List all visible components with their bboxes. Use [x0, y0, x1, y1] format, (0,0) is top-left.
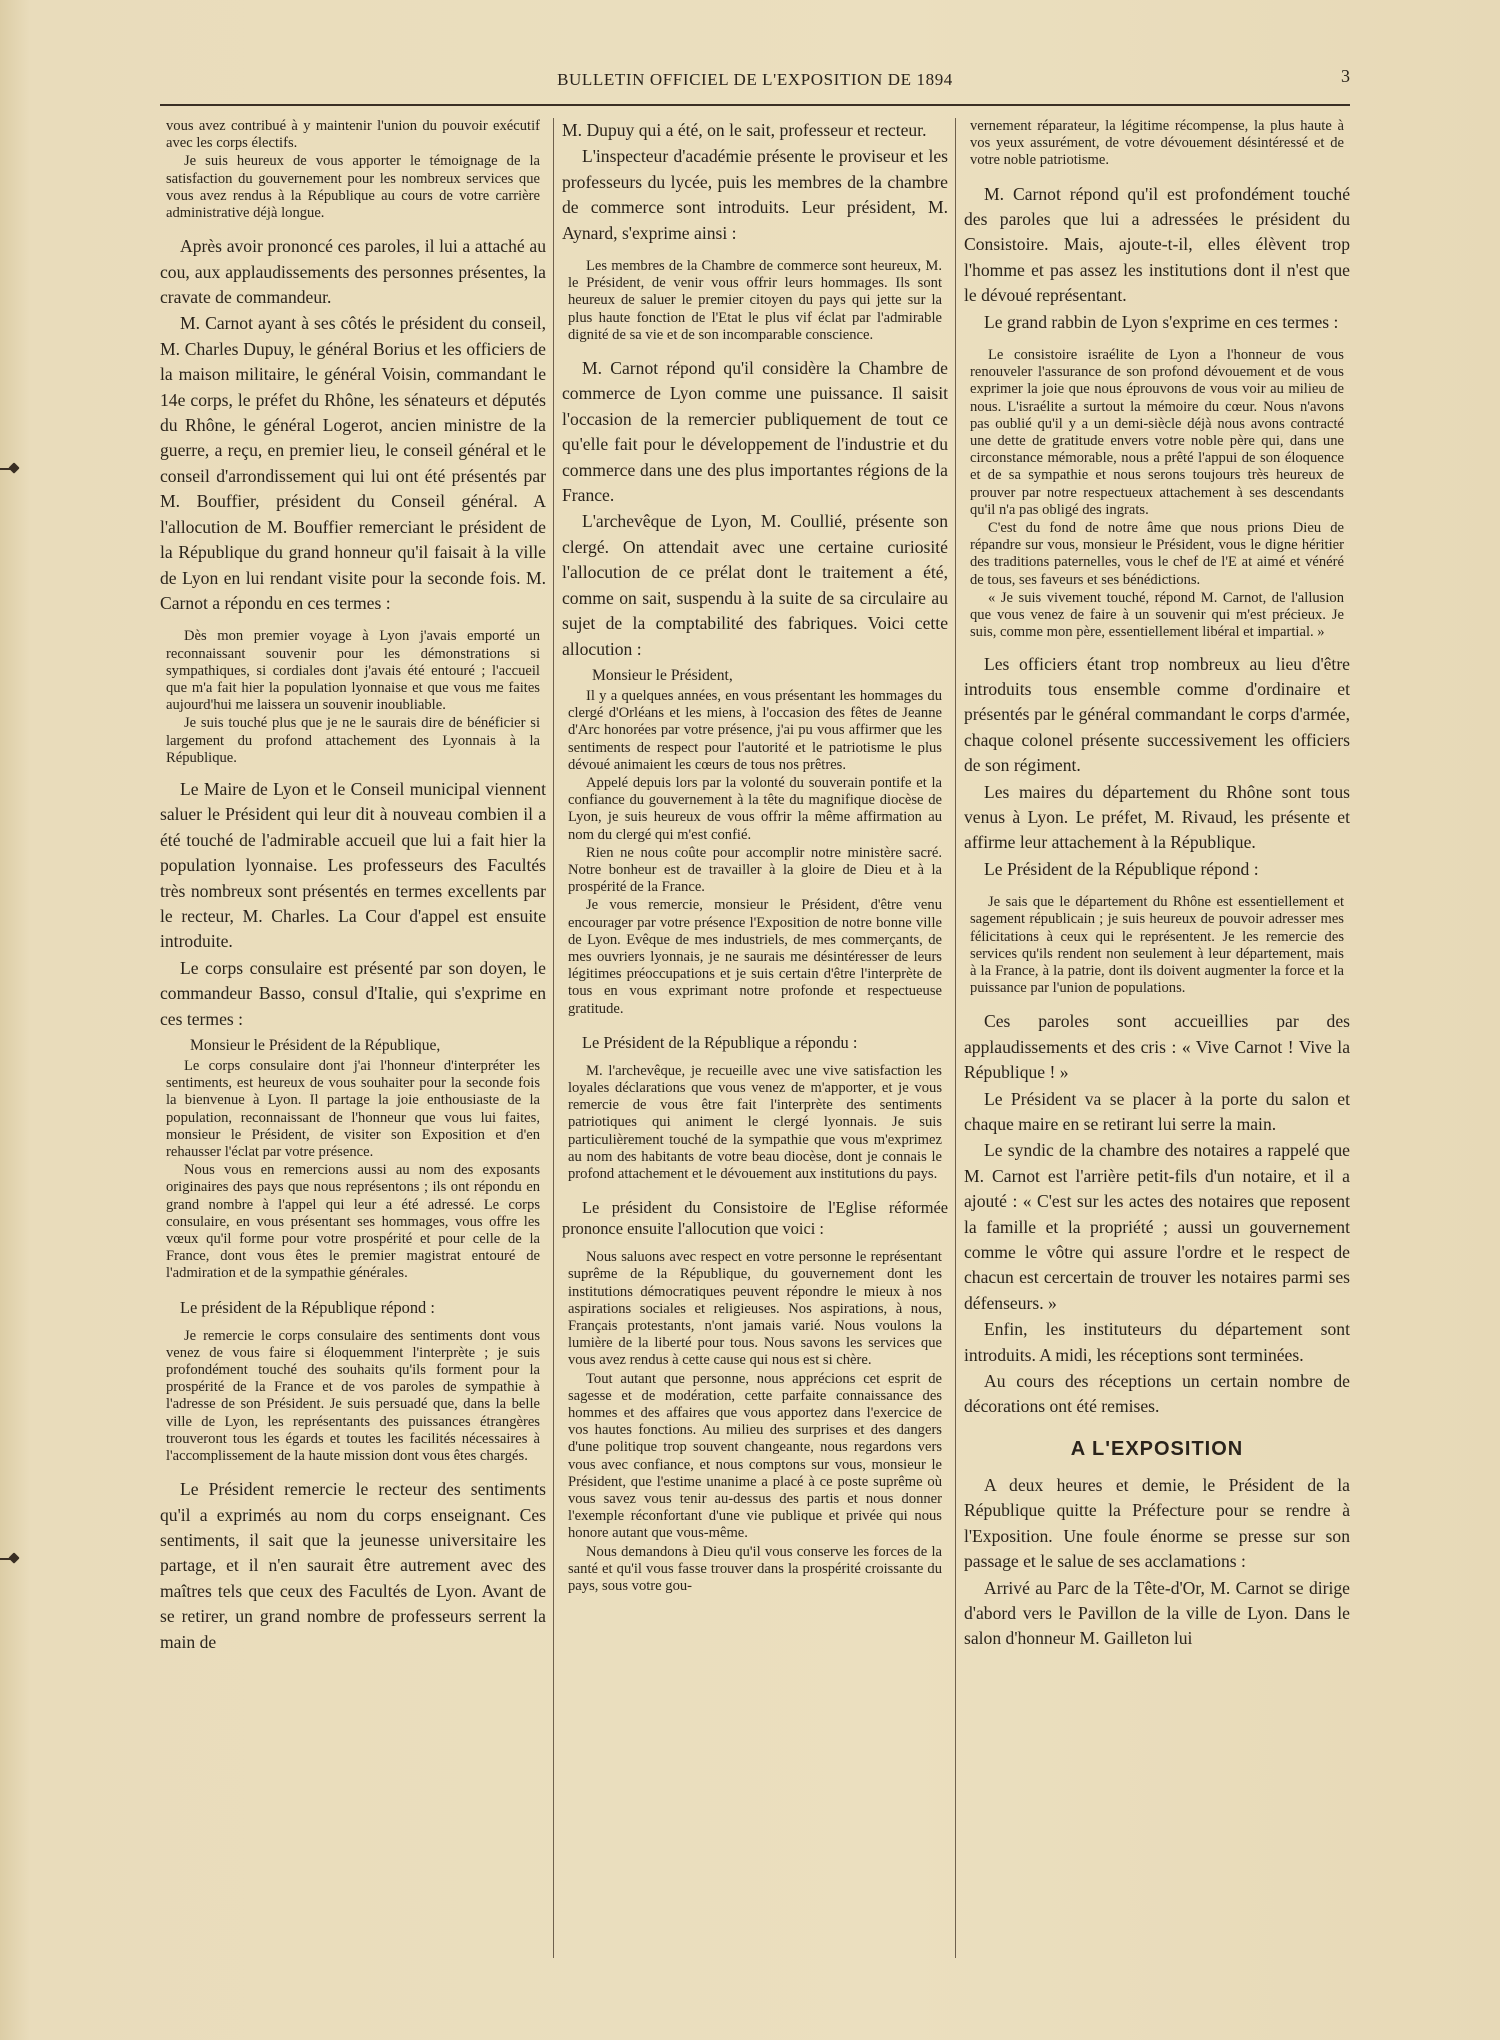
paragraph: L'inspecteur d'académie présente le proviseur et les professeurs du lycée, puis les membres de la chambre de commerce sont introduits. Leur président, M. Aynard, s'exprime ainsi : [562, 146, 948, 243]
paragraph: Le Président remercie le recteur des sentiments qu'il a exprimés au nom du corps enseignant. Ces sentiments, il sait que la jeunesse universitaire les partage, et il n'en saurait être autrement avec des maîtres tels que ceux des Facultés de Lyon. Avant de se retirer, un grand nombre de professeurs serrent la main de [160, 1479, 546, 1652]
paragraph: Le Président va se placer à la porte du salon et chaque maire en se retirant lui serre la main. [964, 1088, 1350, 1134]
paragraph: Arrivé au Parc de la Tête-d'Or, M. Carnot se dirige d'abord vers le Pavillon de la ville de Lyon. Dans le salon d'honneur M. Gailleton lui [964, 1577, 1350, 1649]
paragraph: Nous demandons à Dieu qu'il vous conserve les forces de la santé et qu'il vous fasse trouver dans la prospérité croissante du pays, sous votre gou- [568, 1543, 942, 1595]
margin-dot [8, 462, 19, 473]
paragraph: Les maires du département du Rhône sont tous venus à Lyon. Le préfet, M. Rivaud, les présente et affirme leur attachement à la République. [964, 781, 1350, 853]
paragraph: Le consistoire israélite de Lyon a l'honneur de vous renouveler l'assurance de son profond dévouement et de vous exprimer la joie que nous éprouvons de vous voir au milieu de nous. L'israélite a surtout la mémoire du cœur. Nous n'avons pas oublié qu'il y a un demi-siècle déjà nous avons contracté une dette de gratitude envers votre noble père qui, dans une circonstance mémorable, nous a prêté l'appui de son éloquence et de sa sympathie et nous serons toujours très heureux de prouver par notre respectueux attachement à ses descendants qu'il n'a pas obligé des ingrats. [970, 347, 1344, 518]
paragraph: Je suis touché plus que je ne le saurais dire de bénéficier si largement du profond attachement des Lyonnais à la République. [166, 715, 540, 766]
paragraph: Dès mon premier voyage à Lyon j'avais emporté un reconnaissant souvenir pour les démonstrations si sympathiques, si cordiales dont j'avais été entouré ; l'accueil que m'a fait hier la population lyonnaise et que vous me faites aujourd'hui me laissera un souvenir inoubliable. [166, 628, 540, 714]
paragraph: Le corps consulaire dont j'ai l'honneur d'interpréter les sentiments, est heureux de vous souhaiter pour la seconde fois la bienvenue à Lyon. Il partage la joie enthousiaste de la population, reconnaissant de l'honneur que vous lui faites, monsieur le Président, de visiter son Exposition et d'en rehausser l'éclat par votre présence. [166, 1058, 540, 1161]
margin-dot [8, 1552, 19, 1563]
paragraph: Enfin, les instituteurs du département sont introduits. A midi, les réceptions sont terminées. [964, 1319, 1350, 1365]
running-title: BULLETIN OFFICIEL DE L'EXPOSITION DE 1894 [557, 70, 953, 89]
paragraph: Je remercie le corps consulaire des sentiments dont vous venez de vous faire si éloquemment l'interprète ; je suis profondément touché des souhaits qu'ils forment pour la prospérité de la France et de vos paroles de sympathie à l'adresse de son Président. Je suis persuadé que, dans la belle ville de Lyon, les représentants des puissances étrangères trouveront tous les égards et toutes les facilités nécessaires à l'accomplissement de la haute mission dont vous êtes chargés. [166, 1327, 540, 1465]
paragraph: Appelé depuis lors par la volonté du souverain pontife et la confiance du gouvernement à la tête du magnifique diocèse de Lyon, je suis heureux de vous offrir la même affirmation au nom du clergé qui m'est confié. [568, 774, 942, 843]
paragraph: Le corps consulaire est présenté par son doyen, le commandeur Basso, consul d'Italie, qui s'exprime en ces termes : [160, 957, 546, 1029]
paragraph: vernement réparateur, la légitime récompense, la plus haute à vos yeux assurément, de votre dévouement désintéressé et de votre noble patriotisme. [970, 118, 1344, 169]
paragraph: Ces paroles sont accueillies par des applaudissements et des cris : « Vive Carnot ! Vive la République ! » [964, 1011, 1350, 1083]
paragraph: Le Président de la République a répondu : [582, 1032, 858, 1052]
paragraph: C'est du fond de notre âme que nous prions Dieu de répandre sur vous, monsieur le Président, vous le digne héritier des traditions paternelles, vous le chef de l'E at aimé et vénéré de tous, ses faveurs et ses bénédictions. [970, 520, 1344, 588]
paragraph: M. Carnot répond qu'il considère la Chambre de commerce de Lyon comme une puissance. Il saisit l'occasion de la remercier publiquement de tout ce qu'elle fait pour le développement de l'industrie et du commerce dans une des plus importantes régions de la France. [562, 358, 948, 506]
section-heading: A L'EXPOSITION [1070, 1437, 1244, 1460]
paragraph: Je vous remercie, monsieur le Président, d'être venu encourager par votre présence l'Exposition de notre bonne ville de Lyon. Evêque de mes industriels, de mes commerçants, de mes ouvriers lyonnais, je ne saurais me désintéresser de leurs légitimes préoccupations et je suis certain d'être l'interprète de tous en vous exprimant notre profonde et respectueuse gratitude. [568, 897, 942, 1017]
paragraph: Le Président de la République répond : [984, 858, 1259, 879]
column-separator [553, 118, 554, 1958]
paragraph: Le grand rabbin de Lyon s'exprime en ces termes : [984, 311, 1339, 332]
paragraph: Nous saluons avec respect en votre personne le représentant suprême de la République, du gouvernement dont les institutions démocratiques peuvent répondre le mieux à nos aspirations sociales et religieuses. Nos aspirations, à nous, Français protestants, n'ont jamais varié. Nous voulons la lumière de la liberté pour tous. Nous savons les services que vous avez rendus à cette cause qui nous est si chère. [568, 1249, 942, 1369]
paragraph: Je sais que le département du Rhône est essentiellement et sagement républicain ; je suis heureux de pouvoir adresser mes félicitations à ceux qui le représentent. Je les remercie des services qu'ils rendent non seulement à leur département, mais à la France, à la patrie, dont ils doivent augmenter la force et la puissance par l'union de populations. [970, 894, 1344, 997]
paragraph: Les membres de la Chambre de commerce sont heureux, M. le Président, de venir vous offrir leurs hommages. Ils sont heureux de saluer le premier citoyen du pays qui jette sur la plus haute fonction de l'Etat le plus vif éclat par l'admirable dignité de sa vie et de son incomparable conscience. [568, 258, 942, 343]
column-middle [562, 118, 948, 2018]
paragraph: Le Maire de Lyon et le Conseil municipal viennent saluer le Président qui leur dit à nouveau combien il a été touché de l'admirable accueil que lui a fait hier la population lyonnaise. Les professeurs des Facultés très nombreux sont présentés en termes excellents par le recteur, M. Charles. La Cour d'appel est ensuite introduite. [160, 778, 546, 952]
column-separator [955, 118, 956, 1958]
paragraph: M. Carnot répond qu'il est profondément touché des paroles que lui a adressées le président du Consistoire. Mais, ajoute-t-il, elles élèvent trop l'homme et pas assez les institutions dont il n'est que le dévoué représentant. [964, 183, 1350, 306]
column-left [160, 118, 546, 2018]
paragraph: L'archevêque de Lyon, M. Coullié, présente son clergé. On attendait avec une certaine curiosité l'allocution de ce prélat dont le traitement a été, comme on sait, suspendu à la suite de sa circulaire au sujet de la comptabilité des fabriques. Voici cette allocution : [562, 511, 948, 659]
paragraph: M. Dupuy qui a été, on le sait, professeur et recteur. [562, 120, 927, 140]
paragraph: Rien ne nous coûte pour accomplir notre ministère sacré. Notre bonheur est de travailler à la gloire de Dieu et à la prospérité de la France. [568, 844, 942, 896]
page-number: 3 [1341, 66, 1350, 86]
paragraph: Tout autant que personne, nous apprécions cet esprit de sagesse et de modération, cette parfaite connaissance des hommes et des affaires que vous apportez dans l'exercice de vos hautes fonctions. Au milieu des surprises et des dangers d'une politique trop souvent changeante, nous regardons vers vous avec confiance, et nous comptons sur vous, monsieur le Président, que l'estime unanime a placé à ce poste suprême où vous savez vous tenir au-dessus des partis et nous donner l'exemple réconfortant d'une vie publique et privée qui nous honore autant que vous-même. [568, 1370, 942, 1542]
paragraph: Après avoir prononcé ces paroles, il lui a attaché au cou, aux applaudissements des personnes présentes, la cravate de commandeur. [160, 236, 546, 308]
paragraph: vous avez contribué à y maintenir l'union du pouvoir exécutif avec les corps électifs. [166, 118, 540, 152]
paragraph: Je suis heureux de vous apporter le témoignage de la satisfaction du gouvernement pour les nombreux services que vous avez rendus à la République au cours de votre carrière administrative déjà longue. [166, 153, 540, 222]
paragraph: Le président du Consistoire de l'Eglise réformée prononce ensuite l'allocution que voici : [562, 1198, 948, 1239]
column-right [964, 118, 1350, 2018]
paragraph: Au cours des réceptions un certain nombre de décorations ont été remises. [964, 1371, 1350, 1417]
paragraph: Il y a quelques années, en vous présentant les hommages du clergé d'Orléans et les miens, à l'occasion des fêtes de Jeanne d'Arc honorées par votre présence, j'ai pu vous affirmer que les sentiments de respect pour l'autorité et le patriotisme le plus dévoué animaient les cœurs de tous nos prêtres. [568, 687, 942, 773]
paragraph: Monsieur le Président de la République, [190, 1037, 441, 1054]
paragraph: Le président de la République répond : [180, 1297, 435, 1317]
header-rule [160, 104, 1350, 106]
paragraph: Monsieur le Président, [592, 666, 733, 684]
paragraph: M. l'archevêque, je recueille avec une vive satisfaction les loyales déclarations que vous venez de m'apporter, et je vous remercie de vous être fait l'interprète des sentiments patriotiques qui animent le clergé lyonnais. Je suis particulièrement touché de la sympathie que vous m'exprimez au nom des habitants de votre beau diocèse, dont je connais le profond attachement et le dévouement aux institutions du pays. [568, 1062, 942, 1182]
paragraph: A deux heures et demie, le Président de la République quitte la Préfecture pour se rendre à l'Exposition. Une foule énorme se presse sur son passage et le salue de ses acclamations : [964, 1474, 1350, 1572]
paragraph: « Je suis vivement touché, répond M. Carnot, de l'allusion que vous venez de faire à un souvenir qui m'est précieux. Je suis, comme mon père, essentiellement libéral et impartial. » [970, 589, 1344, 641]
page-header [160, 64, 1350, 94]
paragraph: Nous vous en remercions aussi au nom des exposants originaires des pays que nous représentons ; ils ont répondu en grand nombre à l'appel qui leur a été adressé. Le corps consulaire, en vous présentant ses hommages, vous offre les vœux qu'il forme pour votre prospérité et pour celle de la France, dont vous êtes le premier magistrat entouré de l'admiration et de la sympathie générales. [166, 1162, 540, 1282]
paragraph: M. Carnot ayant à ses côtés le président du conseil, M. Charles Dupuy, le général Borius et les officiers de la maison militaire, le général Voisin, commandant le 14e corps, le préfet du Rhône, les sénateurs et députés du Rhône, le général Logerot, ancien ministre de la guerre, a reçu, en premier lieu, le conseil général et le conseil d'arrondissement qui lui ont été présentés par M. Bouffier, président du Conseil général. A l'allocution de M. Bouffier remerciant le président de la République du grand honneur qu'il faisait à la ville de Lyon en lui rendant visite pour la seconde fois. M. Carnot a répondu en ces termes : [160, 313, 546, 613]
paragraph: Les officiers étant trop nombreux au lieu d'être introduits tous ensemble comme d'ordinaire et présentés par le général commandant le corps d'armée, chaque colonel présente successivement les officiers de son régiment. [964, 653, 1350, 776]
paragraph: Le syndic de la chambre des notaires a rappelé que M. Carnot est l'arrière petit-fils d'un notaire, et il a ajouté : « C'est sur les actes des notaires que reposent la famille et la propriété ; aussi un gouvernement comme le vôtre qui assure l'ordre et le respect de chacun est cercertain de trouver les notaires parmi ses défenseurs. » [964, 1140, 1350, 1313]
